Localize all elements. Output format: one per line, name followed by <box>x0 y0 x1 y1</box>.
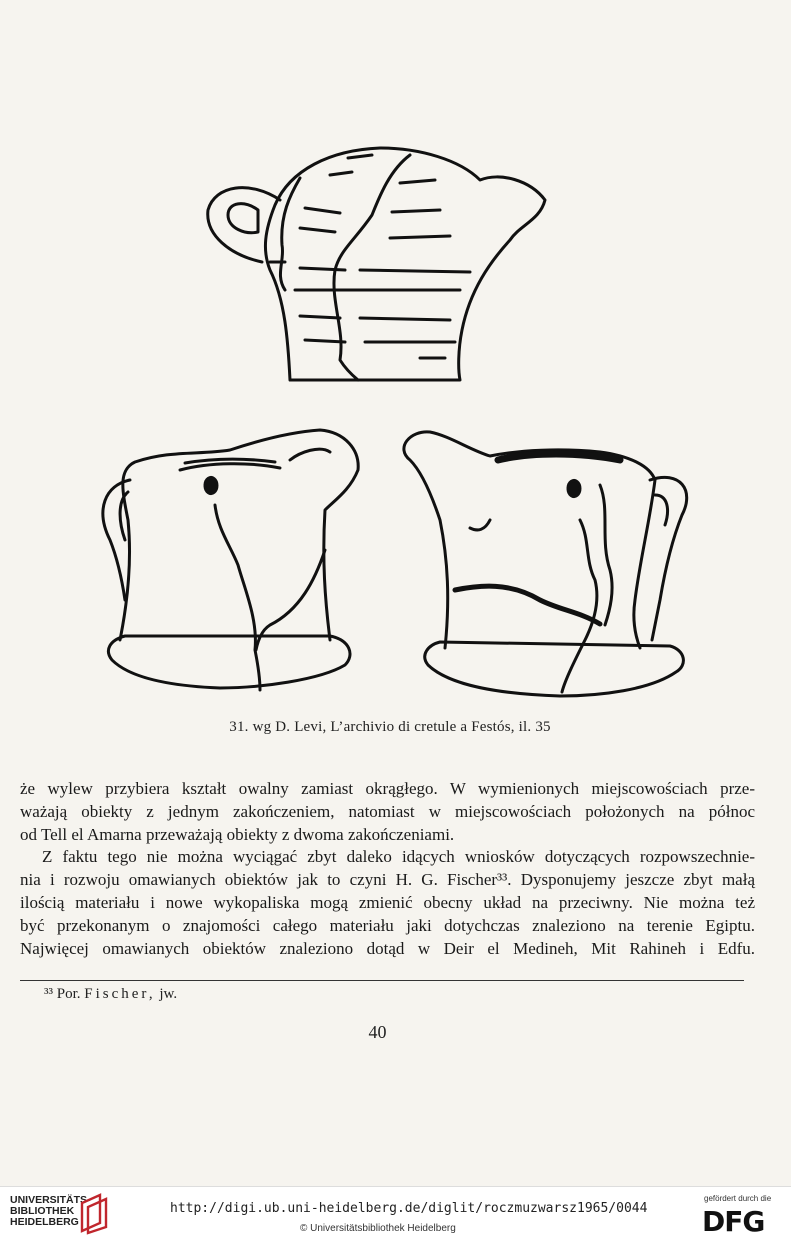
figure-caption: 31. wg D. Levi, L’archivio di cretule a Festós, il. 35 <box>229 719 551 735</box>
funding-label: gefördert durch die <box>704 1194 772 1203</box>
logo-text-line: BIBLIOTHEK <box>10 1205 75 1217</box>
dfg-logo[interactable]: DFG <box>702 1205 765 1238</box>
viewer-footer <box>0 1186 791 1245</box>
body-text <box>20 778 755 960</box>
copyright-text: © Universitätsbibliothek Heidelberg <box>300 1223 456 1234</box>
footnote-number: ³³ <box>44 986 53 1002</box>
footnote-prefix: Por. <box>56 986 81 1002</box>
text-line: że wylew przybiera kształt owalny zamiast okrągłego. W wymienionych miejscowościach prze- <box>20 779 755 798</box>
text-line: ważają obiekty z jednym zakończeniem, natomiast w miejscowościach położonych na północ <box>20 801 755 821</box>
text-line: Z faktu tego nie można wyciągać zbyt daleko idących wniosków dotyczących rozpowszechnie- <box>42 847 755 867</box>
footnote-divider <box>20 980 744 981</box>
text-line: od Tell el Amarna przeważają obiekty z dwoma zakończeniami. <box>20 824 455 844</box>
library-emblem-icon <box>78 1193 110 1235</box>
logo-text-line: UNIVERSITÄTS- <box>10 1194 91 1206</box>
footnote-suffix: jw. <box>159 986 178 1002</box>
text-line: być przekonanym o znajomości całego materiału jaki dotychczas znaleziono na terenie Egiptu. <box>20 915 755 935</box>
page-number: 40 <box>368 1022 387 1042</box>
text-line: ilością materiału i nowe wykopaliska mogą zmienić obecny układ na przeciwny. Nie można też <box>20 892 755 912</box>
text-line: Najwięcej omawianych obiektów znaleziono dotąd w Deir el Medineh, Mit Rahineh i Edfu. <box>20 938 755 958</box>
footnote <box>44 986 177 1003</box>
logo-text-line: HEIDELBERG <box>10 1216 79 1228</box>
text-line: nia i rozwoju omawianych obiektów jak to czyni H. G. Fischer³³. Dysponujemy jeszcze zbyt małą <box>20 870 755 890</box>
footnote-author: Fischer, <box>84 986 156 1002</box>
permalink-url[interactable]: http://digi.ub.uni-heidelberg.de/diglit/roczmuzwarsz1965/0044 <box>170 1201 648 1216</box>
